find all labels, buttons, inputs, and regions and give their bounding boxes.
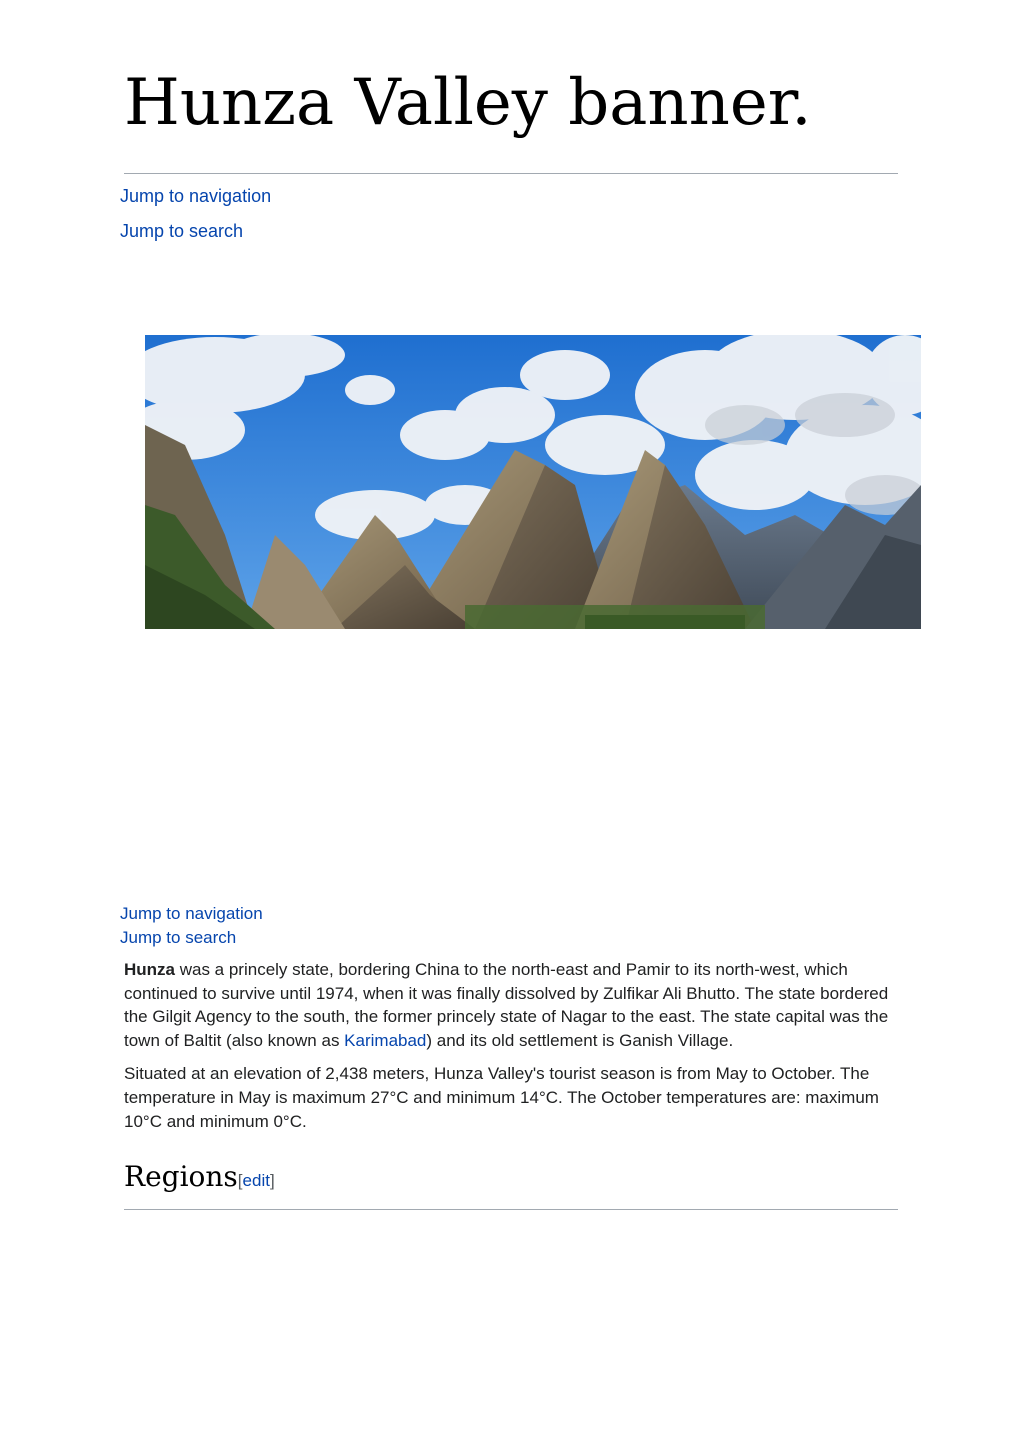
edit-bracket-open: [: [237, 1171, 243, 1190]
section-edit-link[interactable]: edit: [242, 1171, 270, 1190]
article-paragraph-climate: Situated at an elevation of 2,438 meters, Hunza Valley's tourist season is from May to October. The temperature in May is maximum 27°C and minimum 14°C. The October temperatures are: maximum 10°C and minimum 0°C.: [124, 1064, 879, 1131]
jump-to-navigation-link-secondary[interactable]: Jump to navigation: [120, 904, 263, 923]
karimabad-link[interactable]: Karimabad: [344, 1030, 427, 1050]
section-heading-regions: [124, 1160, 275, 1193]
jump-to-navigation-link[interactable]: Jump to navigation: [120, 186, 272, 206]
section-heading-text: Regions: [124, 1160, 238, 1193]
edit-bracket-close: ]: [269, 1171, 275, 1190]
mountain-panorama-image: [145, 335, 921, 629]
section-divider: [124, 1209, 898, 1210]
hunza-valley-banner-image[interactable]: [145, 335, 921, 629]
section-edit-wrapper: [238, 1171, 275, 1190]
article-subject-bold: Hunza: [124, 960, 175, 979]
page-title: Hunza Valley banner.: [124, 66, 812, 140]
intro-text-before-link: was a princely state, bordering China to the north-east and Pamir to its north-west, which continued to survive until 1974, when it was finally dissolved by Zulfikar Ali Bhutto. The state bordered the Gilgit Agency to the south, the former princely state of Nagar to the east. The state capital was the town of Baltit (also known as: [124, 960, 889, 1050]
article-body: [124, 958, 900, 1143]
title-divider: [124, 173, 898, 174]
jump-to-search-link-secondary[interactable]: Jump to search: [120, 928, 237, 947]
intro-text-after-link: ) and its old settlement is Ganish Village.: [426, 1030, 734, 1050]
article-paragraph-intro: [124, 958, 900, 1052]
jump-to-search-link[interactable]: Jump to search: [120, 221, 244, 241]
